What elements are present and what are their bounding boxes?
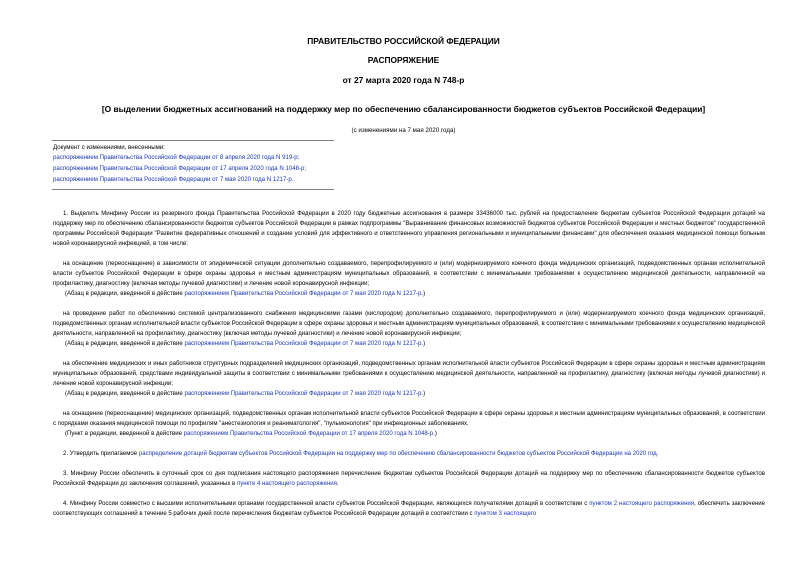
edition-note-4 [53, 389, 765, 399]
amendments-top-rule [52, 140, 334, 141]
document-title: [О выделении бюджетных ассигнований на поддержку мер по обеспечению сбалансированности бюджетов субъектов Российской Федерации] [101, 104, 706, 114]
edition-note-5 [53, 429, 765, 439]
doc-type-heading: РАСПОРЯЖЕНИЕ [367, 55, 440, 65]
edition-note-suffix: .) [421, 291, 426, 297]
government-heading: ПРАВИТЕЛЬСТВО РОССИЙСКОЙ ФЕДЕРАЦИИ [307, 36, 500, 46]
paragraph-6 [53, 449, 765, 459]
paragraph-7-text: 3. Минфину России обеспечить в суточный срок со дня подписания настоящего распоряжения перечисление бюджетам субъектов Российской Федерации дотаций на поддержку мер по обеспечению сбалансированности бюджетов субъектов Российской Федерации до заключения соглашений, указанных в [53, 471, 765, 487]
amendment-link-3[interactable]: распоряжением Правительства Российской Федерации от 7 мая 2020 года N 1217-р. [53, 176, 294, 183]
edition-note-link-2[interactable]: распоряжением Правительства Российской Федерации от 7 мая 2020 года N 1217-р [184, 291, 422, 297]
paragraph-8 [53, 499, 765, 519]
edition-note-link-5[interactable]: распоряжением Правительства Российской Федерации от 17 апреля 2020 года N 1048-р [183, 431, 434, 437]
edition-note-link-4[interactable]: распоряжением Правительства Российской Федерации от 7 мая 2020 года N 1217-р [184, 391, 422, 397]
paragraph-6-suffix: . [656, 451, 659, 457]
changes-note: (с изменениями на 7 мая 2020 года) [351, 127, 456, 134]
edition-note-prefix: (Абзац в редакции, введенной в действие [65, 391, 185, 397]
amendments-bottom-rule [52, 189, 334, 190]
edition-note-prefix: (Абзац в редакции, введенной в действие [65, 291, 185, 297]
paragraph-8-text: 4. Минфину России совместно с высшими исполнительными органами государственной власти субъектов Российской Федерации, являющихся получателями дотаций в соответствии с [63, 501, 590, 507]
paragraph-4: на обеспечение медицинских и иных работников структурных подразделений медицинских организаций, подведомственных органам исполнительной власти субъектов Российской Федерации в сфере охраны здоровья и местным администрациям муниципальных образований, средствами индивидуальной защиты в соответствии с минимальными требованиями к осуществлению медицинской деятельности, направленной на профилактику, диагностику (включая методы лучевой диагностики) и лечение новой коронавирусной инфекции; [53, 361, 765, 387]
amendments-intro: Документ с изменениями, внесенными: [53, 144, 165, 151]
paragraph-2: на оснащение (переоснащение) в зависимости от эпидемической ситуации дополнительно создаваемого, перепрофилируемого и (или) модернизируемого коечного фонда медицинских организаций, подведомственных органам исполнительной власти субъектов Российской Федерации в сфере охраны здоровья и местным администрациям муниципальных образований, в соответствии с минимальными требованиями к осуществлению медицинской деятельности, направленной на профилактику, диагностику (включая методы лучевой диагностики) и лечение новой коронавирусной инфекции; [53, 261, 765, 287]
edition-note-prefix: (Абзац в редакции, введенной в действие [65, 341, 185, 347]
distribution-link[interactable]: распределение дотаций бюджетам субъектов Российской Федерации на поддержку мер по обеспечению сбалансированности бюджетов субъектов Российской Федерации на 2020 год [138, 451, 657, 457]
edition-note-3 [53, 339, 765, 349]
paragraph-7 [53, 469, 765, 489]
edition-note-prefix: (Пункт в редакции, введенной в действие [65, 431, 184, 437]
edition-note-suffix: .) [421, 341, 426, 347]
clause-2-link[interactable]: пунктом 2 настоящего распоряжения [589, 501, 695, 507]
document-body [53, 209, 765, 519]
edition-note-suffix: .) [421, 391, 426, 397]
paragraph-8-mid: , обеспечить заключение соответствующих соглашений в течение 5 рабочих дней после перечисления бюджетам субъектов Российской Федерации дотаций в соответствии с [53, 501, 766, 517]
amendment-link-1[interactable]: распоряжением Правительства Российской Федерации от 8 апреля 2020 года N 919-р; [53, 154, 300, 161]
clause-4-link[interactable]: пункте 4 настоящего распоряжения [236, 481, 337, 487]
amendment-link-2[interactable]: распоряжением Правительства Российской Федерации от 17 апреля 2020 года N 1048-р; [53, 165, 307, 172]
paragraph-6-text: 2. Утвердить прилагаемое [63, 451, 139, 457]
edition-note-2 [53, 289, 765, 299]
paragraph-5: на оснащение (переоснащение) медицинских организаций, подведомственных органам исполнительной власти субъектов Российской Федерации в сфере охраны здоровья и местным администрациям муниципальных образований, в соответствии с порядками оказания медицинской помощи по профилям "анестезиология и реаниматология", "пульмонология" при инфекционных заболеваниях. [53, 411, 765, 427]
clause-3-link[interactable]: пунктом 3 настоящего [474, 511, 537, 517]
paragraph-7-suffix: . [336, 481, 339, 487]
date-number-heading: от 27 марта 2020 года N 748-р [342, 75, 465, 85]
edition-note-link-3[interactable]: распоряжением Правительства Российской Федерации от 7 мая 2020 года N 1217-р [184, 341, 422, 347]
paragraph-3: на проведение работ по обеспечению системой централизованного снабжения медицинскими газами (кислородом) дополнительно создаваемого, перепрофилируемого и (или) модернизируемого коечного фонда медицинских организаций, подведомственных органам исполнительной власти субъектов Российской Федерации в сфере охраны здоровья и местным администрациям муниципальных образований, в соответствии с минимальными требованиями к осуществлению медицинской деятельности, направленной на профилактику, диагностику (включая методы лучевой диагностики) и лечение новой коронавирусной инфекции; [53, 311, 765, 337]
edition-note-suffix: .) [433, 431, 437, 437]
paragraph-1: 1. Выделить Минфину России из резервного фонда Правительства Российской Федерации в 2020 году бюджетные ассигнования в размере 33436000 тыс. рублей на предоставление бюджетам субъектов Российской Федерации дотаций на поддержку мер по обеспечению сбалансированности бюджетов субъектов Российской Федерации в рамках подпрограммы "Выравнивание финансовых возможностей бюджетов субъектов Российской Федерации и местных бюджетов" государственной программы Российской Федерации "Развитие федеративных отношений и создание условий для эффективного и ответственного управления региональными и муниципальными финансами" для обеспечения оказания медицинской помощи больным новой коронавирусной инфекцией, в том числе: [53, 211, 765, 247]
